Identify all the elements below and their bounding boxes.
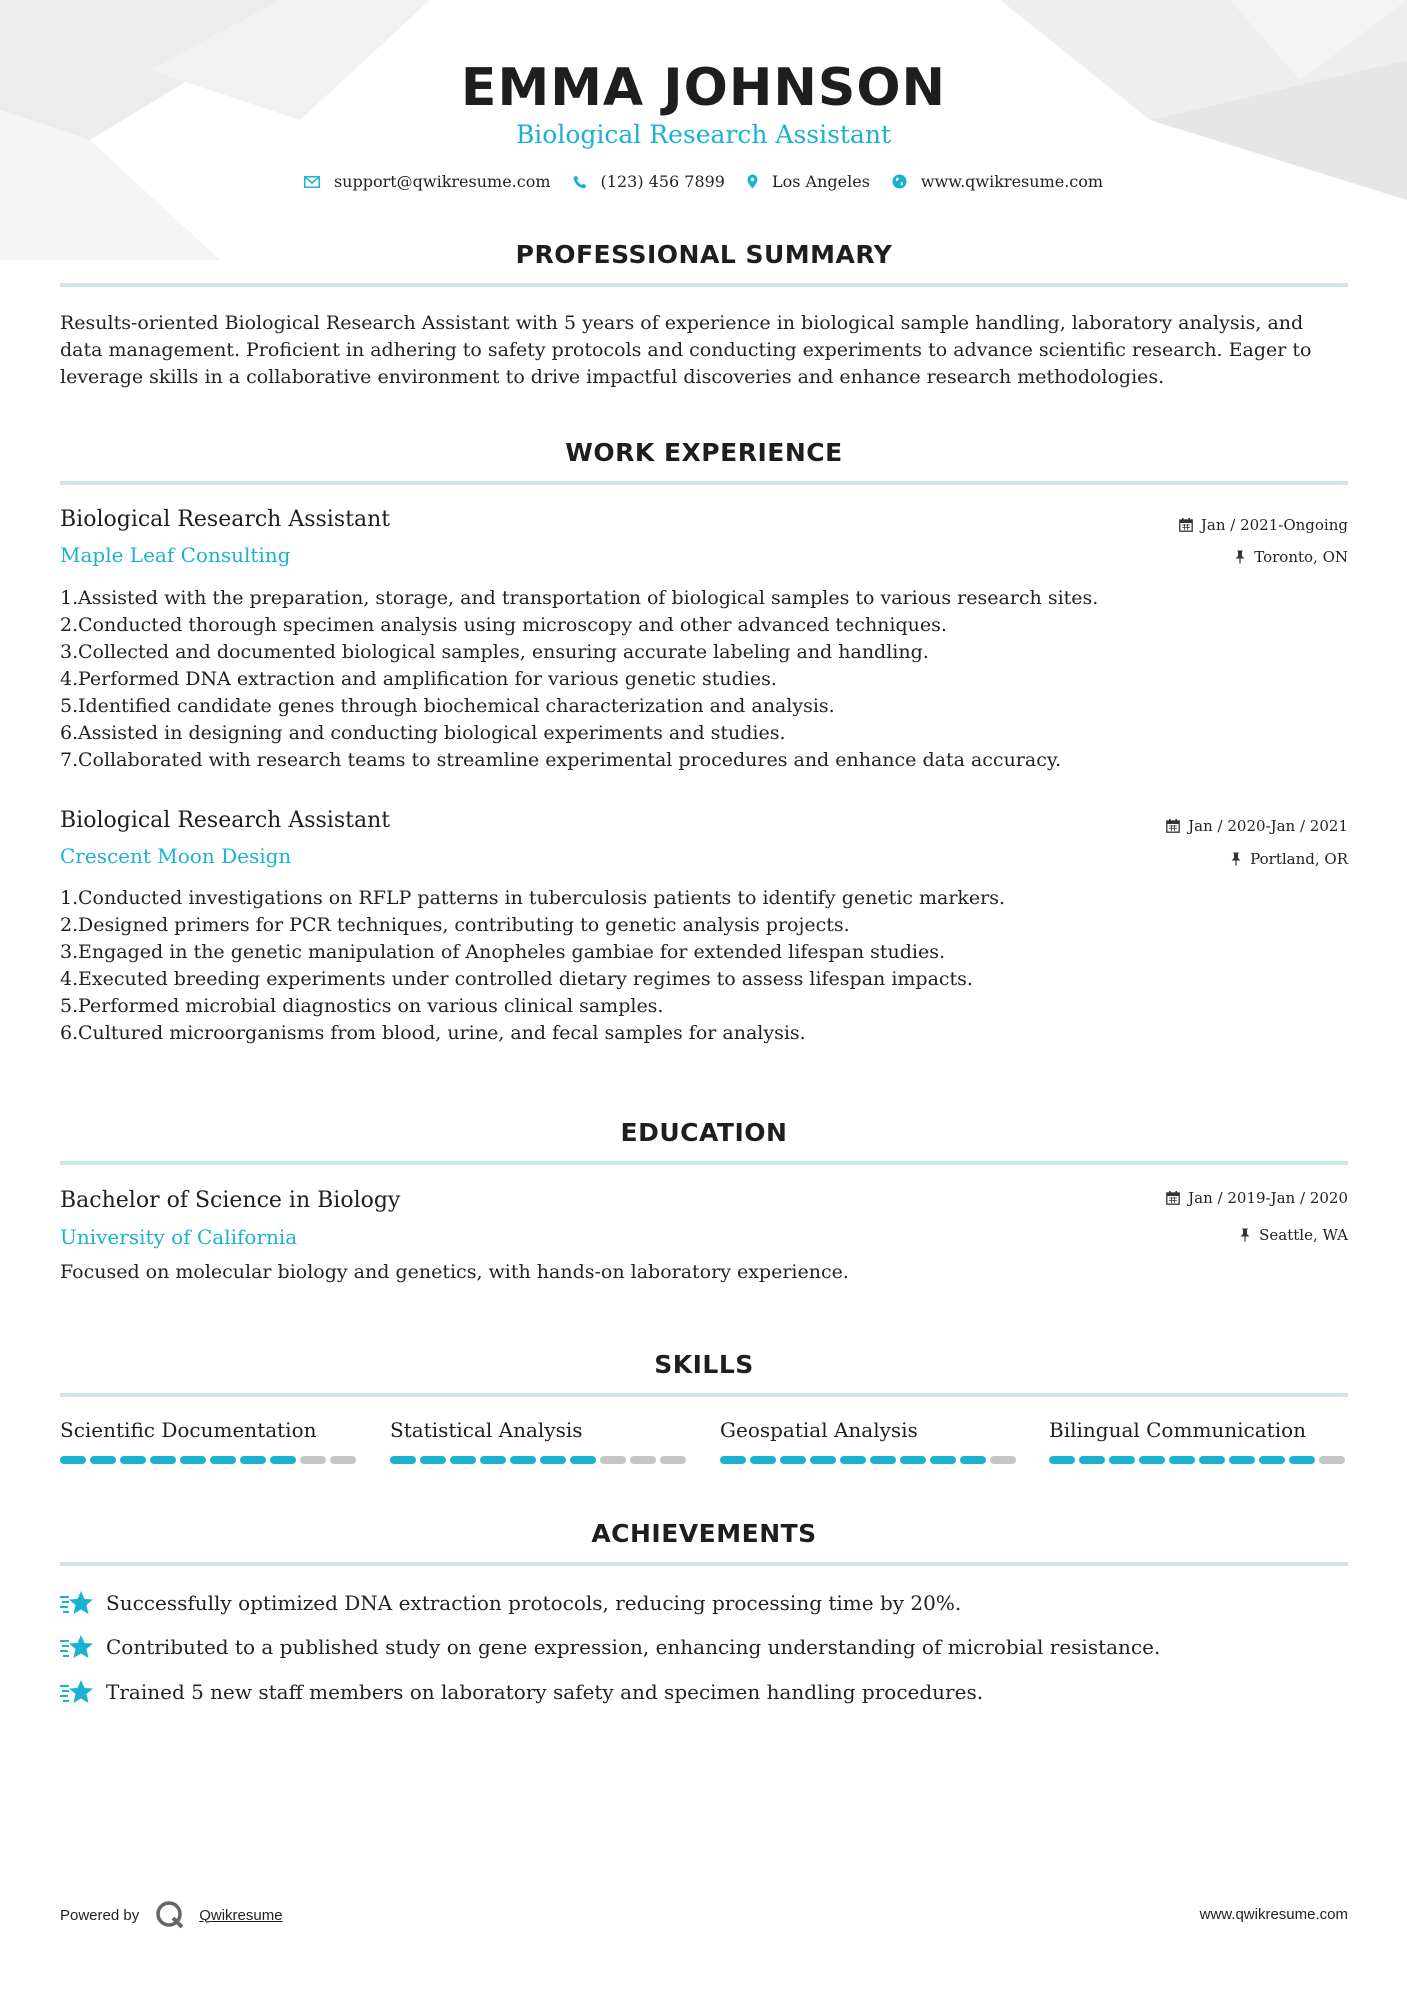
education-dates-text: Jan / 2019-Jan / 2020 bbox=[1188, 1189, 1348, 1207]
skill-level-bar bbox=[390, 1456, 690, 1464]
achievement-text: Contributed to a published study on gene expression, enhancing understanding of microbial resistance. bbox=[106, 1635, 1161, 1659]
skill-segment-filled bbox=[480, 1456, 506, 1464]
list-item: 2. Conducted thorough specimen analysis using microscopy and other advanced techniques. bbox=[60, 614, 947, 636]
skill-item bbox=[720, 1418, 1020, 1442]
skill-name: Bilingual Communication bbox=[1049, 1418, 1307, 1442]
job-title: Biological Research Assistant bbox=[60, 808, 391, 833]
footer-website[interactable]: www.qwikresume.com bbox=[1199, 1906, 1348, 1923]
star-icon bbox=[60, 1678, 94, 1706]
job-location-text: Portland, OR bbox=[1250, 850, 1348, 868]
education-description: Focused on molecular biology and genetics, with hands-on laboratory experience. bbox=[60, 1261, 849, 1283]
list-item: 4. Executed breeding experiments under controlled dietary regimes to assess lifespan impacts. bbox=[60, 968, 973, 990]
contact-bar bbox=[0, 172, 1407, 191]
candidate-name: EMMA JOHNSON bbox=[460, 58, 947, 118]
skill-segment-filled bbox=[780, 1456, 806, 1464]
job-dates-text: Jan / 2021-Ongoing bbox=[1200, 516, 1348, 534]
contact-phone-text: (123) 456 7899 bbox=[600, 172, 725, 191]
skill-segment-filled bbox=[1229, 1456, 1255, 1464]
list-item: 3. Engaged in the genetic manipulation of Anopheles gambiae for extended lifespan studies. bbox=[60, 941, 946, 963]
job-bullets bbox=[60, 885, 1320, 1047]
achievement-item bbox=[60, 1678, 983, 1706]
skill-item bbox=[390, 1418, 690, 1442]
list-item: 1. Assisted with the preparation, storage, and transportation of biological samples to various research sites. bbox=[60, 587, 1099, 609]
job-location-text: Toronto, ON bbox=[1254, 548, 1348, 566]
skill-segment-filled bbox=[390, 1456, 416, 1464]
achievements-heading: ACHIEVEMENTS bbox=[591, 1519, 817, 1548]
achievements-divider bbox=[60, 1562, 1348, 1566]
job-location bbox=[1234, 548, 1348, 566]
calendar-icon bbox=[1179, 518, 1193, 532]
education-school: University of California bbox=[60, 1225, 298, 1249]
skill-name: Scientific Documentation bbox=[60, 1418, 317, 1442]
skill-segment-filled bbox=[1259, 1456, 1285, 1464]
skill-segment-empty bbox=[660, 1456, 686, 1464]
skill-segment-filled bbox=[1139, 1456, 1165, 1464]
skill-item bbox=[60, 1418, 360, 1442]
skill-segment-filled bbox=[540, 1456, 566, 1464]
skill-segment-empty bbox=[1319, 1456, 1345, 1464]
job-dates bbox=[1179, 516, 1348, 534]
calendar-icon bbox=[1166, 1191, 1180, 1205]
contact-email-text: support@qwikresume.com bbox=[333, 172, 551, 191]
list-item: 3. Collected and documented biological samples, ensuring accurate labeling and handling. bbox=[60, 641, 929, 663]
skill-segment-empty bbox=[600, 1456, 626, 1464]
list-item: 6. Cultured microorganisms from blood, urine, and fecal samples for analysis. bbox=[60, 1022, 806, 1044]
skill-level-bar bbox=[60, 1456, 360, 1464]
summary-text: Results-oriented Biological Research Assistant with 5 years of experience in biological sample handling, laboratory analysis, and data management. Proficient in adhering to safety protocols and conducting experiments to advance scientific research. Eager to leverage skills in a collaborative environment to drive impactful discoveries and enhance research methodologies. bbox=[60, 312, 1312, 388]
skill-segment-empty bbox=[990, 1456, 1016, 1464]
skill-segment-filled bbox=[210, 1456, 236, 1464]
contact-website-text: www.qwikresume.com bbox=[920, 172, 1104, 191]
education-degree: Bachelor of Science in Biology bbox=[60, 1188, 401, 1213]
skill-segment-filled bbox=[720, 1456, 746, 1464]
brand-link[interactable]: Qwikresume bbox=[199, 1906, 283, 1924]
skill-segment-filled bbox=[570, 1456, 596, 1464]
job-bullets bbox=[60, 585, 1320, 774]
contact-location-text: Los Angeles bbox=[771, 172, 870, 191]
list-item: 7. Collaborated with research teams to streamline experimental procedures and enhance data accuracy. bbox=[60, 749, 1062, 771]
list-item: 4. Performed DNA extraction and amplification for various genetic studies. bbox=[60, 668, 777, 690]
skill-name: Geospatial Analysis bbox=[720, 1418, 918, 1442]
education-location-text: Seattle, WA bbox=[1259, 1226, 1348, 1244]
envelope-icon bbox=[304, 176, 320, 188]
powered-by-label: Powered by bbox=[60, 1906, 140, 1924]
skill-segment-filled bbox=[120, 1456, 146, 1464]
star-icon bbox=[60, 1633, 94, 1661]
skill-segment-filled bbox=[1199, 1456, 1225, 1464]
list-item: 6. Assisted in designing and conducting biological experiments and studies. bbox=[60, 722, 786, 744]
skill-segment-filled bbox=[930, 1456, 956, 1464]
candidate-title: Biological Research Assistant bbox=[515, 120, 892, 149]
skill-segment-filled bbox=[60, 1456, 86, 1464]
experience-divider bbox=[60, 481, 1348, 485]
skill-segment-filled bbox=[750, 1456, 776, 1464]
job-dates-text: Jan / 2020-Jan / 2021 bbox=[1188, 817, 1348, 835]
skills-heading: SKILLS bbox=[654, 1350, 754, 1379]
skill-segment-empty bbox=[330, 1456, 356, 1464]
skill-segment-filled bbox=[1169, 1456, 1195, 1464]
list-item: 5. Performed microbial diagnostics on various clinical samples. bbox=[60, 995, 664, 1017]
education-dates bbox=[1166, 1189, 1348, 1207]
job-title: Biological Research Assistant bbox=[60, 507, 391, 532]
skill-segment-empty bbox=[300, 1456, 326, 1464]
phone-icon bbox=[573, 175, 587, 189]
achievement-text: Successfully optimized DNA extraction protocols, reducing processing time by 20%. bbox=[106, 1591, 962, 1615]
job-dates bbox=[1166, 817, 1348, 835]
skill-segment-filled bbox=[1049, 1456, 1075, 1464]
skill-level-bar bbox=[1049, 1456, 1349, 1464]
achievement-item bbox=[60, 1589, 961, 1617]
summary-heading: PROFESSIONAL SUMMARY bbox=[515, 240, 893, 269]
skill-segment-filled bbox=[900, 1456, 926, 1464]
skill-segment-filled bbox=[420, 1456, 446, 1464]
list-item: 1. Conducted investigations on RFLP patterns in tuberculosis patients to identify genetic markers. bbox=[60, 887, 1006, 909]
globe-icon bbox=[892, 174, 907, 189]
skill-segment-filled bbox=[270, 1456, 296, 1464]
skill-segment-filled bbox=[870, 1456, 896, 1464]
education-heading: EDUCATION bbox=[620, 1118, 788, 1147]
skill-segment-filled bbox=[1289, 1456, 1315, 1464]
experience-heading: WORK EXPERIENCE bbox=[565, 438, 843, 467]
achievement-text: Trained 5 new staff members on laboratory safety and specimen handling procedures. bbox=[106, 1680, 984, 1704]
pushpin-icon bbox=[1239, 1228, 1251, 1242]
achievement-item bbox=[60, 1633, 1160, 1661]
skill-segment-filled bbox=[150, 1456, 176, 1464]
summary-divider bbox=[60, 283, 1348, 287]
contact-location bbox=[747, 172, 870, 191]
calendar-icon bbox=[1166, 819, 1180, 833]
pushpin-icon bbox=[1234, 550, 1246, 564]
contact-phone[interactable] bbox=[573, 172, 725, 191]
job-company: Crescent Moon Design bbox=[60, 844, 292, 868]
star-icon bbox=[60, 1589, 94, 1617]
skill-segment-filled bbox=[450, 1456, 476, 1464]
skill-item bbox=[1049, 1418, 1349, 1442]
list-item: 2. Designed primers for PCR techniques, contributing to genetic analysis projects. bbox=[60, 914, 850, 936]
contact-website[interactable] bbox=[892, 172, 1103, 191]
education-divider bbox=[60, 1161, 1348, 1165]
skill-segment-filled bbox=[240, 1456, 266, 1464]
skill-segment-filled bbox=[810, 1456, 836, 1464]
skill-segment-filled bbox=[510, 1456, 536, 1464]
skill-segment-filled bbox=[180, 1456, 206, 1464]
pushpin-icon bbox=[1230, 852, 1242, 866]
skill-segment-filled bbox=[840, 1456, 866, 1464]
skill-level-bar bbox=[720, 1456, 1020, 1464]
education-location bbox=[1239, 1226, 1348, 1244]
skill-segment-filled bbox=[1109, 1456, 1135, 1464]
skill-segment-filled bbox=[960, 1456, 986, 1464]
job-company: Maple Leaf Consulting bbox=[60, 543, 291, 567]
skill-name: Statistical Analysis bbox=[390, 1418, 583, 1442]
skill-segment-filled bbox=[1079, 1456, 1105, 1464]
skill-segment-empty bbox=[630, 1456, 656, 1464]
list-item: 5. Identified candidate genes through biochemical characterization and analysis. bbox=[60, 695, 835, 717]
map-pin-icon bbox=[747, 174, 758, 189]
qwikresume-logo-icon bbox=[155, 1900, 185, 1930]
skill-segment-filled bbox=[90, 1456, 116, 1464]
footer-powered-by bbox=[60, 1900, 283, 1930]
skills-divider bbox=[60, 1393, 1348, 1397]
contact-email[interactable] bbox=[304, 172, 551, 191]
job-location bbox=[1230, 850, 1348, 868]
